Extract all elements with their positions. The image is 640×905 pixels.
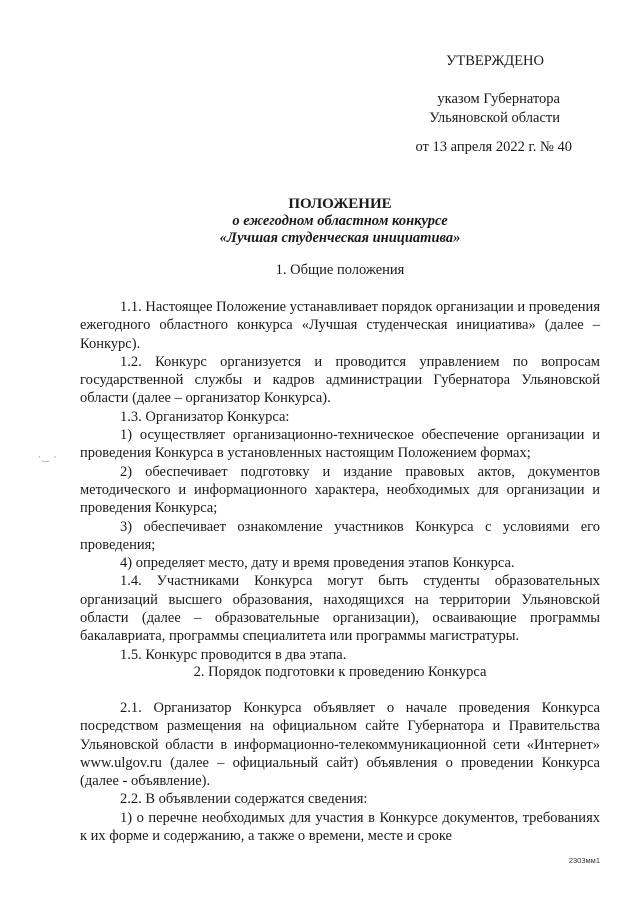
approval-decree [429,90,560,128]
section-2-heading: 2. Порядок подготовки к проведению Конкурса [193,664,487,680]
margin-scan-mark: ·‿ · [38,452,58,462]
title-line-3: «Лучшая студенческая инициатива» [219,230,461,246]
approval-stamp: УТВЕРЖДЕНО [446,53,544,69]
title-main: ПОЛОЖЕНИЕ [288,196,392,212]
paragraph-1-1: 1.1. Настоящее Положение устанавливает порядок организации и проведения ежегодного областного конкурса «Лучшая студенческая инициатива» (далее – Конкурс). [80,299,600,352]
section-1-body [80,298,600,664]
footer-code: 2303мм1 [568,856,600,865]
section-2-body [80,699,600,845]
paragraph-1-4: 1.4. Участниками Конкурса могут быть студенты образовательных организаций высшего образования, находящихся на территории Ульяновской области (далее – образовательные организации), осваивающие программы бакалавриата, программы специалитета или программы магистратуры. [80,573,600,645]
paragraph-1-3-item-2: 2) обеспечивает подготовку и издание правовых актов, документов методического и информационного характера, необходимых для организации и проведения Конкурса; [80,463,600,517]
paragraph-2-2-item-1: 1) о перечне необходимых для участия в Конкурсе документов, требованиях к их форме и содержанию, а также о времени, месте и сроке [80,809,600,845]
approval-date: от 13 апреля 2022 г. № 40 [415,139,572,155]
paragraph-1-3-item-1: 1) осуществляет организационно-техническое обеспечение организации и проведения Конкурса в установленных настоящим Положением формах; [80,427,600,462]
title-line-2: о ежегодном областном конкурсе [232,213,448,229]
paragraph-1-5: 1.5. Конкурс проводится в два этапа. [120,646,347,663]
paragraph-1-2: 1.2. Конкурс организуется и проводится управлением по вопросам государственной службы и кадров администрации Губернатора Ульяновской области (далее – организатор Конкурса). [80,353,600,407]
approval-decree-line: указом Губернатора [437,91,560,107]
document-title [80,196,600,247]
paragraph-1-3-item-4: 4) определяет место, дату и время проведения этапов Конкурса. [120,555,515,572]
approval-region-line: Ульяновской области [429,110,560,126]
section-1-heading: 1. Общие положения [275,262,405,278]
paragraph-2-2: 2.2. В объявлении содержатся сведения: [120,791,368,808]
paragraph-1-3-item-3: 3) обеспечивает ознакомление участников Конкурса с условиями его проведения; [80,518,600,553]
paragraph-1-3: 1.3. Организатор Конкурса: [120,408,290,425]
paragraph-2-1: 2.1. Организатор Конкурса объявляет о начале проведения Конкурса посредством размещения на официальном сайте Губернатора и Правительства Ульяновской области в информационно-телекоммуникационной сети «Интернет» www.ulgov.ru (далее – официальный сайт) объявления о проведении Конкурса (далее - объявление). [80,700,600,790]
